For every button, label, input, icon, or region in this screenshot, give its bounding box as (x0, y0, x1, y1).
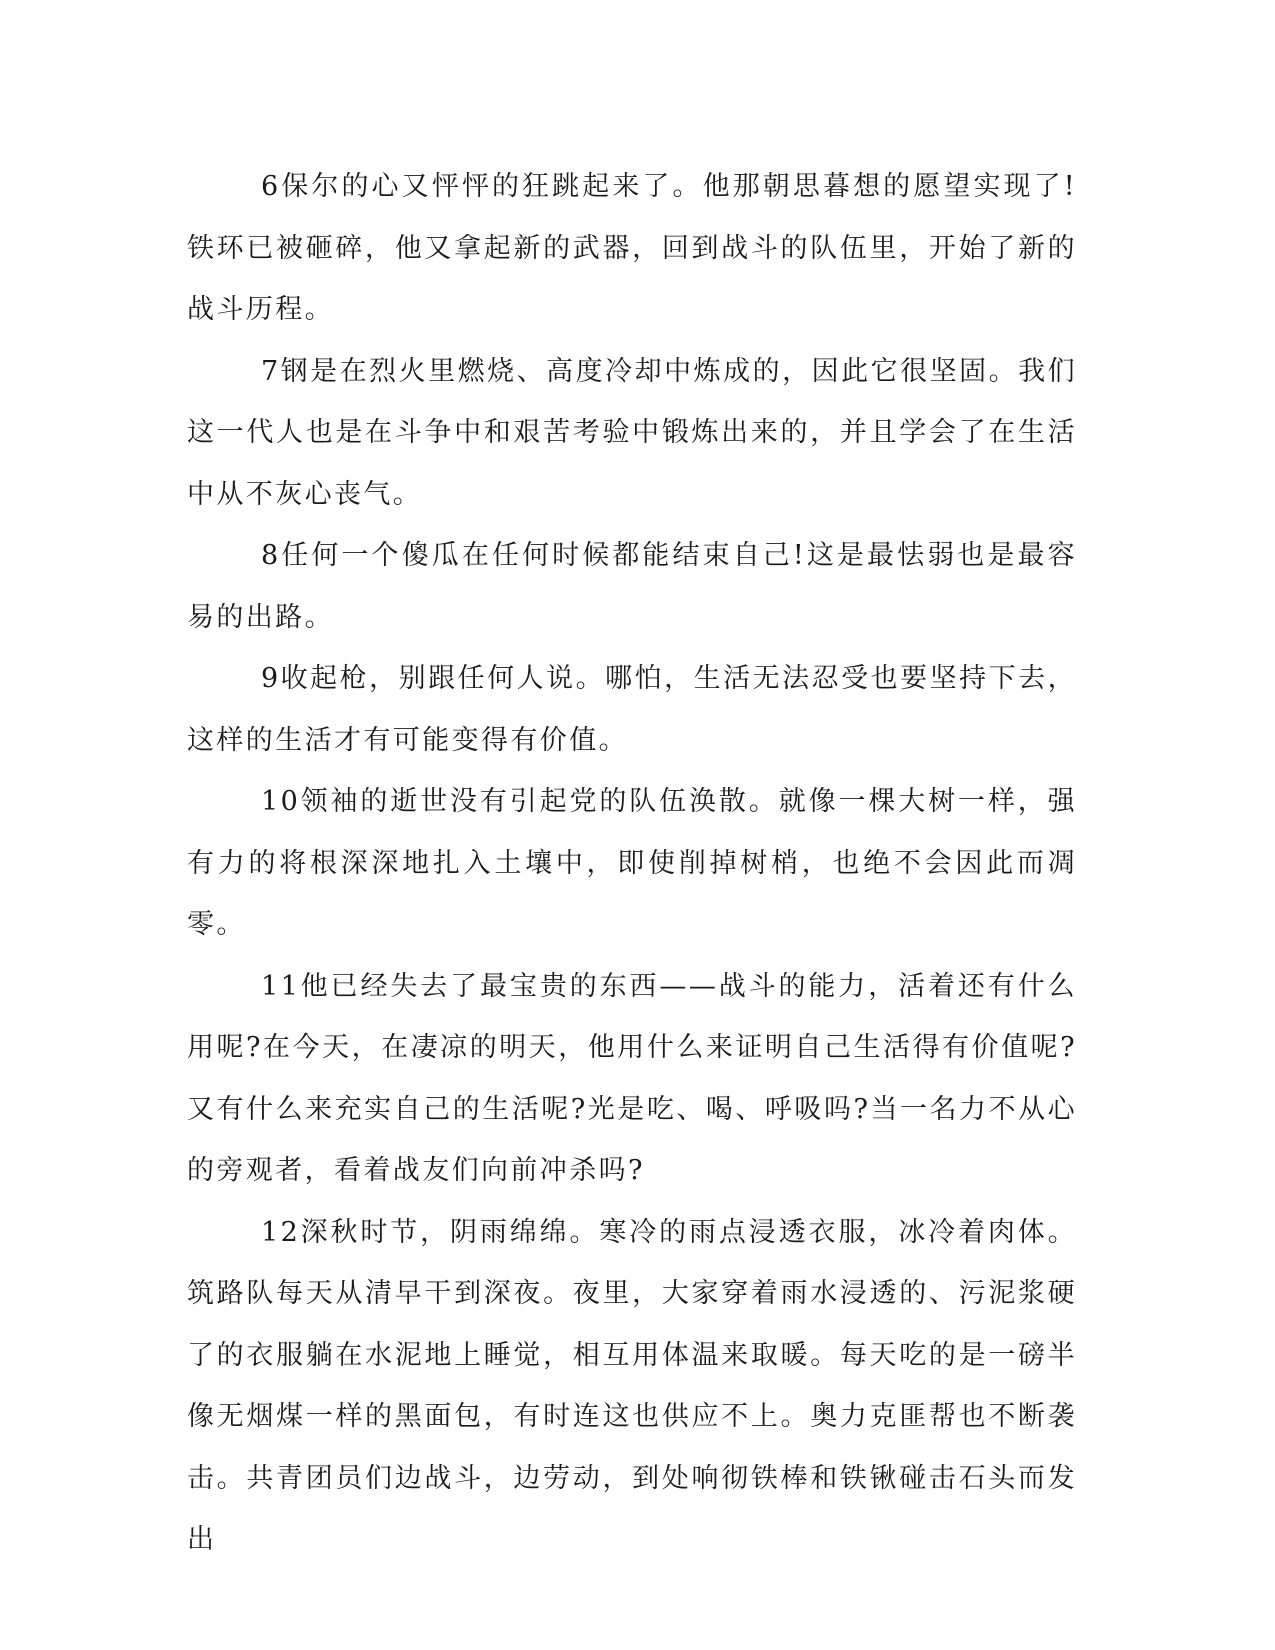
paragraph-11: 11他已经失去了最宝贵的东西——战斗的能力，活着还有什么用呢?在今天，在凄凉的明天，他用什么来证明自己生活得有价值呢?又有什么来充实自己的生活呢?光是吃、喝、呼吸吗?当一名力不从心的旁观者，看着战友们向前冲杀吗? (187, 970, 1077, 1186)
paragraph-7: 7钢是在烈火里燃烧、高度冷却中炼成的，因此它很坚固。我们这一代人也是在斗争中和艰苦考验中锻炼出来的，并且学会了在生活中从不灰心丧气。 (187, 355, 1077, 510)
paragraph-10: 10领袖的逝世没有引起党的队伍涣散。就像一棵大树一样，强有力的将根深深地扎入土壤中，即使削掉树梢，也绝不会因此而凋零。 (187, 786, 1077, 940)
paragraph-9: 9收起枪，别跟任何人说。哪怕，生活无法忍受也要坚持下去，这样的生活才有可能变得有价值。 (187, 663, 1077, 756)
paragraph-6: 6保尔的心又怦怦的狂跳起来了。他那朝思暮想的愿望实现了!铁环已被砸碎，他又拿起新的武器，回到战斗的队伍里，开始了新的战斗历程。 (187, 171, 1077, 325)
paragraph-12: 12深秋时节，阴雨绵绵。寒冷的雨点浸透衣服，冰冷着肉体。筑路队每天从清早干到深夜。夜里，大家穿着雨水浸透的、污泥浆硬了的衣服躺在水泥地上睡觉，相互用体温来取暖。每天吃的是一磅半像无烟煤一样的黑面包，有时连这也供应不上。奥力克匪帮也不断袭击。共青团员们边战斗，边劳动，到处响彻铁棒和铁锹碰击石头而发出 (187, 1216, 1077, 1555)
paragraph-8: 8任何一个傻瓜在任何时候都能结束自己!这是最怯弱也是最容易的出路。 (187, 540, 1077, 633)
document-body (187, 156, 1077, 1571)
